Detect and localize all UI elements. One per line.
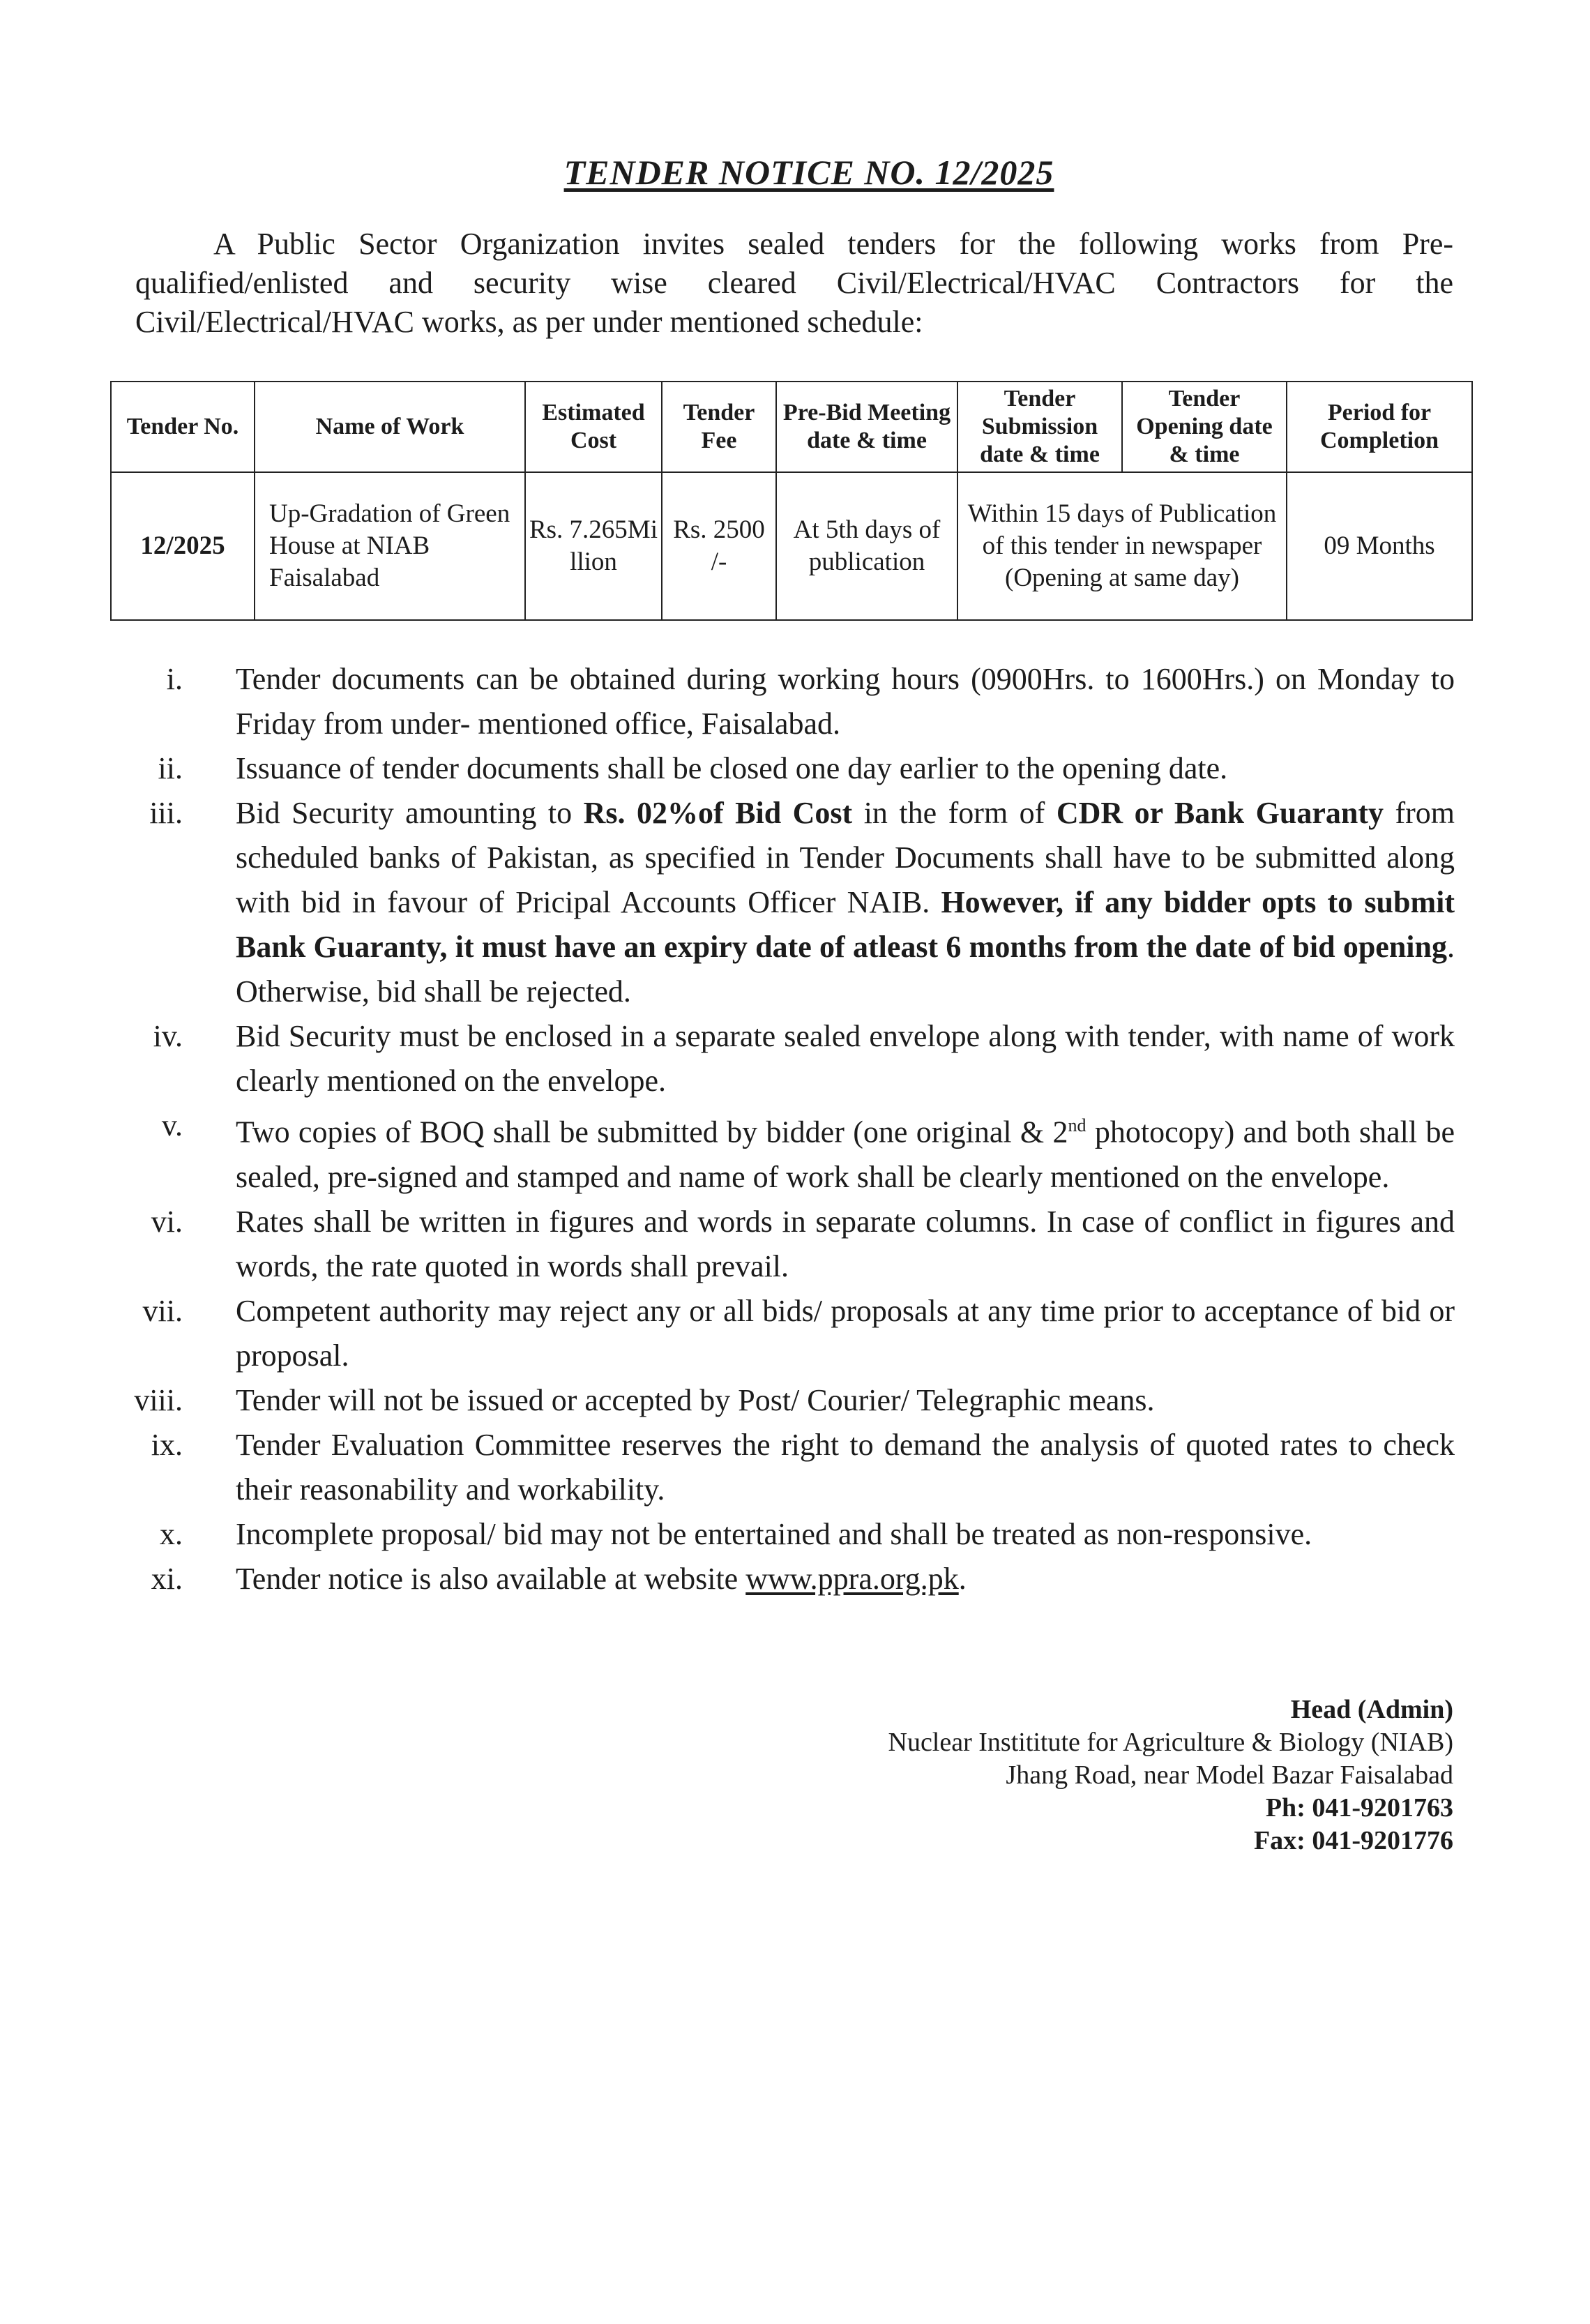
ppra-website-link[interactable]: www.ppra.org.pk: [745, 1561, 959, 1596]
list-item: [105, 1014, 1455, 1103]
ordinal-superscript: nd: [1068, 1115, 1086, 1135]
header-estimated-cost: Estimated Cost: [525, 382, 662, 472]
table-row: [111, 472, 1472, 620]
item-text: Bid Security must be enclosed in a separate sealed envelope along with tender, with name of work clearly mentioned on the envelope.: [236, 1019, 1455, 1098]
cell-pre-bid: At 5th days of publication: [776, 472, 957, 620]
cell-tender-fee: Rs. 2500 /-: [662, 472, 776, 620]
item-number: iv.: [153, 1019, 183, 1053]
list-item: [105, 657, 1455, 746]
item-text: Tender notice is also available at website: [236, 1561, 746, 1596]
item-number: xi.: [151, 1561, 183, 1596]
item-number: i.: [166, 662, 183, 696]
phone-number: Ph: 041-9201763: [1265, 1793, 1453, 1823]
item-text: .: [958, 1561, 967, 1596]
list-item: [105, 791, 1455, 1014]
header-opening: Tender Opening date & time: [1122, 382, 1287, 472]
header-period: Period for Completion: [1287, 382, 1472, 472]
cell-estimated-cost: Rs. 7.265Million: [525, 472, 662, 620]
list-item: [105, 1378, 1455, 1423]
item-number: viii.: [134, 1382, 183, 1417]
item-number: v.: [161, 1108, 183, 1142]
item-number: vii.: [142, 1293, 183, 1328]
item-text: Tender Evaluation Committee reserves the right to demand the analysis of quoted rates to check their reasonability and workability.: [236, 1427, 1455, 1507]
bid-security-amount: Rs. 02%of Bid Cost: [583, 796, 853, 830]
item-text: Rates shall be written in figures and words in separate columns. In case of conflict in figures and words, the rate quoted in words shall prevail.: [236, 1204, 1455, 1283]
item-text: Bid Security amounting to: [236, 796, 584, 830]
signature-block: [888, 1693, 1454, 1857]
intro-paragraph: A Public Sector Organization invites sealed tenders for the following works from Pre-qualified/enlisted and security wise cleared Civil/Electrical/HVAC Contractors for the Civil/Electrical/HVAC works, as per under mentioned schedule:: [135, 227, 1453, 339]
header-submission: Tender Submission date & time: [957, 382, 1122, 472]
cell-period: 09 Months: [1287, 472, 1472, 620]
list-item: [105, 1103, 1455, 1200]
list-item: [105, 1200, 1455, 1289]
item-number: ii.: [158, 751, 183, 785]
item-text: Issuance of tender documents shall be closed one day earlier to the opening date.: [236, 751, 1228, 785]
item-text: in the form of: [852, 796, 1057, 830]
fax-number: Fax: 041-9201776: [1253, 1826, 1453, 1855]
cell-name-of-work: Up-Gradation of Green House at NIAB Faisalabad: [255, 472, 525, 620]
item-number: vi.: [151, 1204, 183, 1239]
item-text: from scheduled banks of Pakistan, as specified in Tender Documents shall have to be submitted along with bid in favour of Pricipal Accounts Officer NAIB.: [236, 796, 1455, 919]
cell-tender-no: 12/2025: [111, 472, 255, 620]
item-text: Competent authority may reject any or all bids/ proposals at any time prior to acceptance of bid or proposal.: [236, 1293, 1455, 1373]
item-text: photocopy) and both shall be sealed, pre-signed and stamped and name of work shall be clearly mentioned on the envelope.: [236, 1115, 1455, 1194]
table-header-row: [111, 382, 1472, 472]
terms-list: [105, 657, 1455, 1601]
organization-address: Jhang Road, near Model Bazar Faisalabad: [1006, 1760, 1453, 1790]
signatory-designation: Head (Admin): [1290, 1695, 1453, 1724]
item-text: Tender documents can be obtained during working hours (0900Hrs. to 1600Hrs.) on Monday to Friday from under- mentioned office, Faisalabad.: [236, 662, 1455, 741]
item-text: Two copies of BOQ shall be submitted by bidder (one original & 2: [236, 1115, 1068, 1149]
guaranty-expiry-condition: However, if any bidder opts to submit Bank Guaranty, it must have an expiry date of atleast 6 months from the date of bid opening: [236, 885, 1455, 964]
item-number: x.: [160, 1516, 183, 1551]
security-instrument: CDR or Bank Guaranty: [1056, 796, 1384, 830]
item-number: iii.: [149, 796, 183, 830]
list-item: [105, 1512, 1455, 1557]
notice-title: TENDER NOTICE NO. 12/2025: [563, 153, 1054, 192]
header-tender-no: Tender No.: [111, 382, 255, 472]
item-text: Incomplete proposal/ bid may not be entertained and shall be treated as non-responsive.: [236, 1516, 1312, 1551]
header-name-of-work: Name of Work: [255, 382, 525, 472]
organization-name: Nuclear Instititute for Agriculture & Biology (NIAB): [888, 1728, 1453, 1757]
header-pre-bid: Pre-Bid Meeting date & time: [776, 382, 957, 472]
cell-submission-opening: Within 15 days of Publication of this tender in newspaper (Opening at same day): [957, 472, 1287, 620]
item-number: ix.: [151, 1427, 183, 1462]
list-item: [105, 746, 1455, 791]
list-item: [105, 1423, 1455, 1512]
item-text: Tender will not be issued or accepted by Post/ Courier/ Telegraphic means.: [236, 1382, 1155, 1417]
item-text: . Otherwise, bid shall be rejected.: [236, 930, 1455, 1009]
header-tender-fee: Tender Fee: [662, 382, 776, 472]
list-item: [105, 1289, 1455, 1378]
list-item: [105, 1557, 1455, 1601]
schedule-table: [110, 381, 1473, 621]
